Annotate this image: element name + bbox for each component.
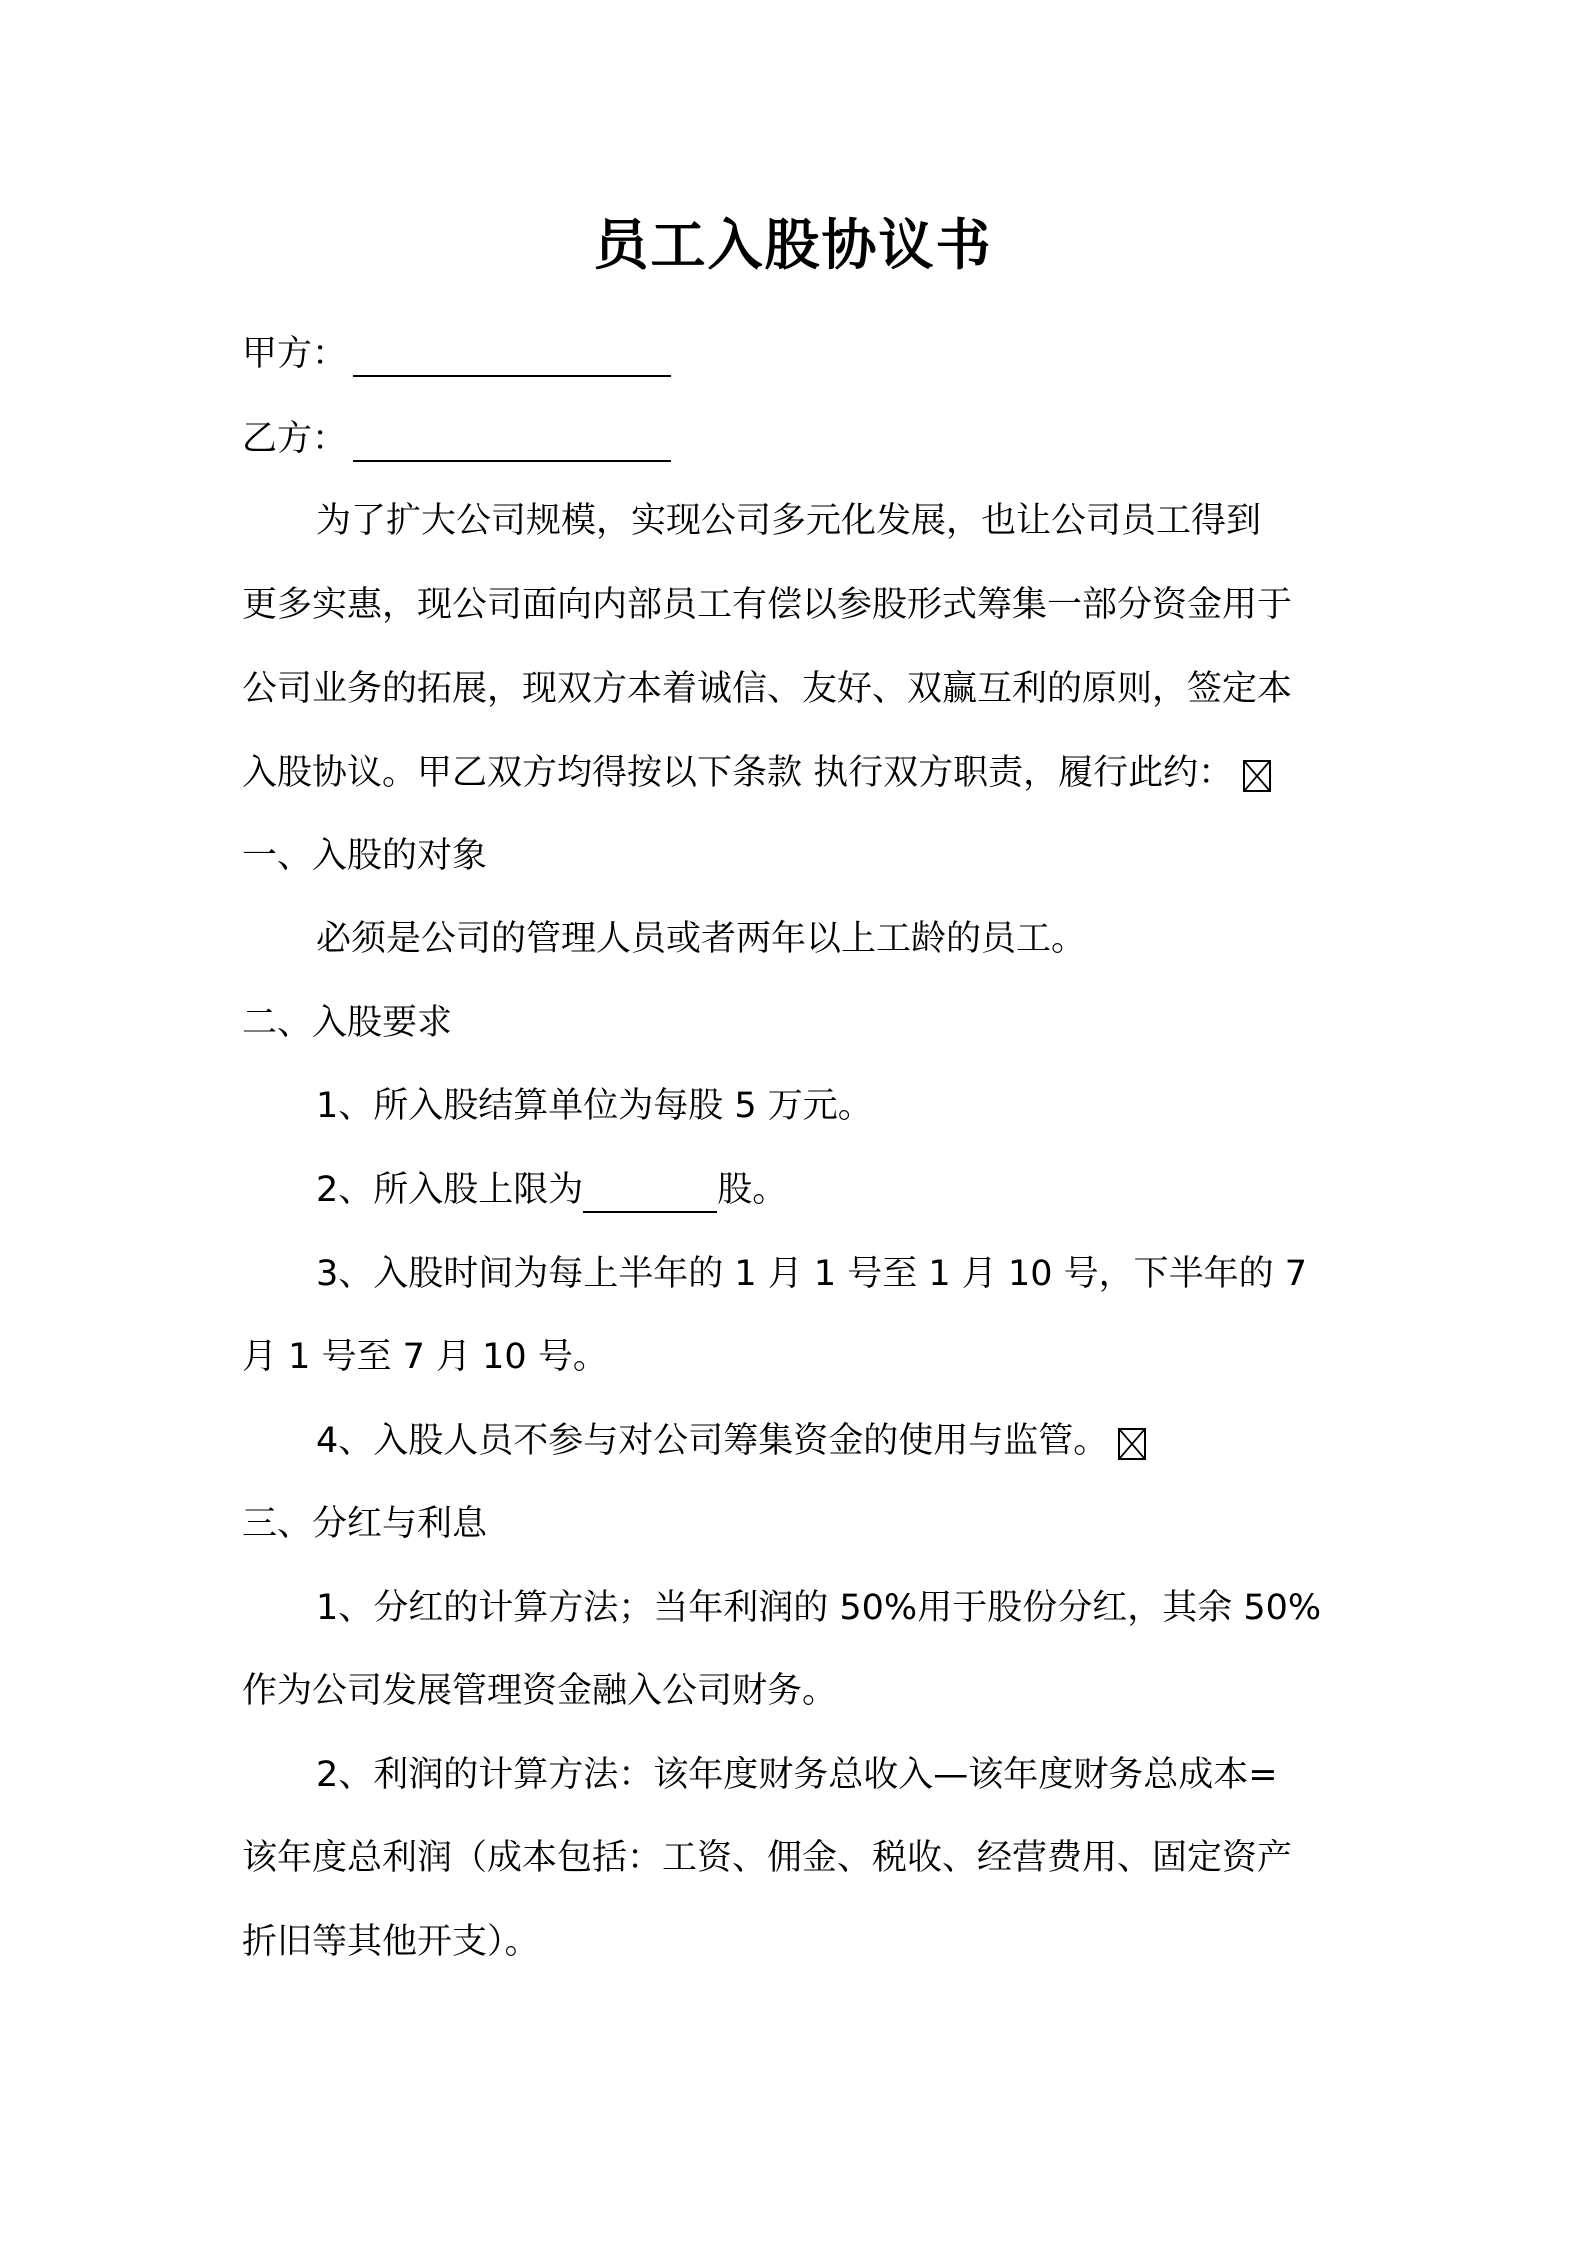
party-a-label: 甲方： xyxy=(242,334,348,374)
section-2-item-2-before: 2、所入股上限为 xyxy=(316,1170,584,1210)
intro-line-3: 公司业务的拓展，现双方本着诚信、友好、双赢互利的原则，签定本 xyxy=(242,669,1293,709)
intro-line-2: 更多实惠，现公司面向内部员工有偿以参股形式筹集一部分资金用于 xyxy=(242,585,1293,625)
party-a-blank xyxy=(353,341,671,377)
section-3-heading: 三、分红与利息 xyxy=(242,1504,488,1544)
intro-line-4: 入股协议。甲乙双方均得按以下条款 执行双方职责，履行此约： xyxy=(242,753,1234,793)
section-1-body: 必须是公司的管理人员或者两年以上工龄的员工。 xyxy=(316,919,1087,959)
section-2-item-2-row xyxy=(242,1165,1426,1215)
party-b-label: 乙方： xyxy=(242,419,348,459)
section-3-item-1-line-2: 作为公司发展管理资金融入公司财务。 xyxy=(242,1671,838,1711)
document-title: 员工入股协议书 xyxy=(593,213,993,277)
party-b-blank xyxy=(353,426,671,462)
party-a-row xyxy=(242,329,1352,379)
crossed-box-icon xyxy=(1243,760,1271,792)
section-2-item-2-after: 股。 xyxy=(717,1170,788,1210)
party-b-row xyxy=(242,414,1352,464)
section-2-item-3-line-1: 3、入股时间为每上半年的 1 月 1 号至 1 月 10 号，下半年的 7 xyxy=(316,1254,1308,1294)
intro-line-4-row xyxy=(242,748,1352,798)
section-3-item-2-line-2: 该年度总利润（成本包括：工资、佣金、税收、经营费用、固定资产 xyxy=(242,1838,1293,1878)
section-2-item-4-row xyxy=(242,1416,1426,1466)
section-2-item-4: 4、入股人员不参与对公司筹集资金的使用与监管。 xyxy=(316,1421,1109,1461)
section-3-item-1-line-1: 1、分红的计算方法；当年利润的 50%用于股份分红，其余 50% xyxy=(316,1588,1322,1628)
section-3-item-2-line-3: 折旧等其他开支）。 xyxy=(242,1922,540,1962)
section-3-item-2-line-1: 2、利润的计算方法：该年度财务总收入—该年度财务总成本= xyxy=(316,1755,1278,1795)
section-2-heading: 二、入股要求 xyxy=(242,1003,453,1043)
share-limit-blank xyxy=(583,1177,717,1213)
intro-line-1: 为了扩大公司规模，实现公司多元化发展，也让公司员工得到 xyxy=(316,501,1262,541)
section-2-item-1: 1、所入股结算单位为每股 5 万元。 xyxy=(316,1086,873,1126)
section-2-item-3-line-2: 月 1 号至 7 月 10 号。 xyxy=(242,1337,608,1377)
section-1-heading: 一、入股的对象 xyxy=(242,836,488,876)
crossed-box-icon xyxy=(1118,1428,1146,1460)
